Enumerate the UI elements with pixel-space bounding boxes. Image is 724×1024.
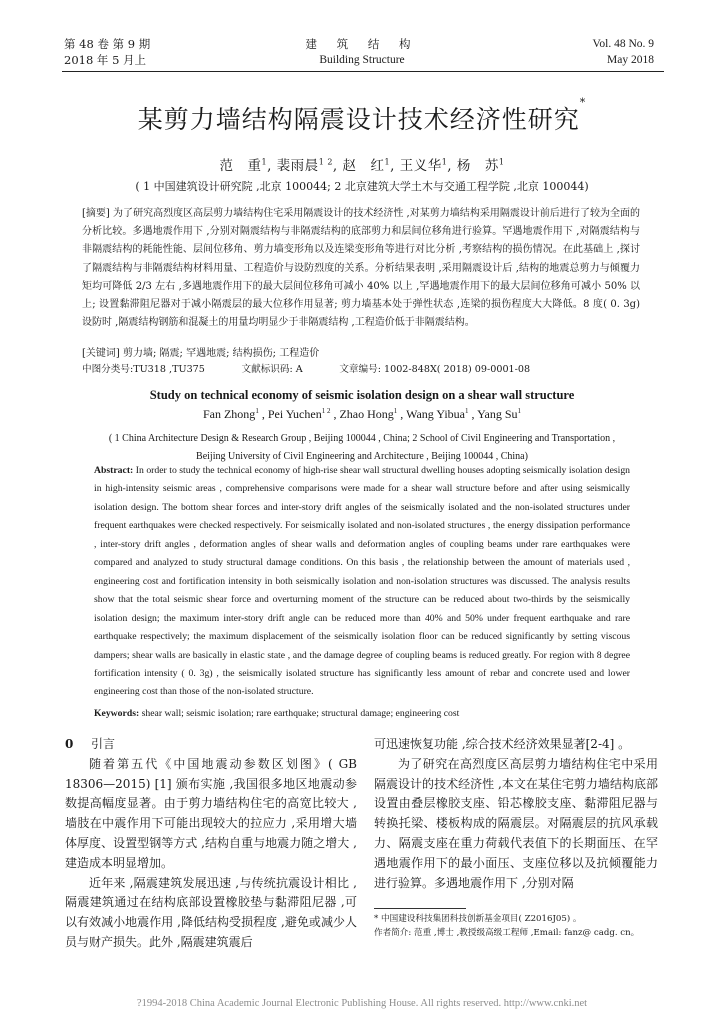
author-zh: 王义华$^1$, <box>399 157 453 174</box>
body-paragraph: 随着第五代《中国地震动参数区划图》( GB 18306—2015) [1] 颁布实施 ,我国很多地区地震动参数提高幅度显著。由于剪力墙结构住宅的高宽比较大 ,墙肢在中震作用下可能出现较大的拉应力 ,采用增大墙体厚度、设置型钢等方式 ,结构自重与地震力随之增大 ,建造成本明显增加。 <box>65 756 357 870</box>
body-paragraph: 可迅速恢复功能 ,综合技术经济效果显著[2-4] 。 <box>374 737 631 751</box>
footnote-author: 作者简介: 范重 ,博士 ,教授级高级工程师 ,Email: fanz@ cadg. cn。 <box>374 928 640 938</box>
keywords-en-text: shear wall; seismic isolation; rare earthquake; structural damage; engineering cost <box>141 708 460 719</box>
abstract-en-label: Abstract: <box>94 465 134 476</box>
paper-title <box>0 96 724 136</box>
affiliation-zh: ( 1 中国建筑设计研究院 ,北京 100044; 2 北京建筑大学土木与交通工程学院 ,北京 100044) <box>135 180 589 193</box>
header-rule <box>62 71 664 72</box>
keywords-en <box>94 706 630 722</box>
body-right-column <box>374 735 658 893</box>
abstract-zh-text: 为了研究高烈度区高层剪力墙结构住宅采用隔震设计的技术经济性 ,对某剪力墙结构采用隔震设计前后进行了较为全面的分析比较。多遇地震作用下 ,分别对隔震结构与非隔震结构的底部剪力和层间位移角进行验算。罕遇地震作用下 ,对隔震结构与非隔震结构的耗能性能、层间位移角、剪力墙变形角以及连梁变形角等进行对比分析 ,考察结构的损伤情况。在此基础上 ,探讨了隔震结构与非隔震结构材料用量、工程造价与设防烈度的关系。分析结果表明 ,采用隔震设计后 ,结构的地震总剪力与倾覆力矩均可降低 2/3 左右 ,多遇地震作用下的最大层间位移角可减小 40% 以上 ,罕遇地震作用下的最大层间位移角可减小 50% 以上; 设置黏滞阻尼器对于减小隔震层的最大位移作用显著; 剪力墙基本处于弹性状态 ,连梁的损伤程度大大降低。8 度( 0. 3g) 设防时 ,隔震结构钢筋和混凝土的用量均明显少于非隔震结构 ,工程造价低于非隔震结构。 <box>82 208 640 329</box>
section-heading: 0 引言 <box>65 737 116 751</box>
keywords-en-label: Keywords: <box>94 708 140 719</box>
body-paragraph: 为了研究在高烈度区高层剪力墙结构住宅中采用隔震设计的技术经济性 ,本文在某住宅剪力墙结构底部设置由叠层橡胶支座、铅芯橡胶支座、黏滞阻尼器与转换托梁、楼板构成的隔震层。对隔震层的抗风承载力、隔震支座在重力荷载代表值下的长期面压、在罕遇地震作用下的最小面压、支座位移以及抗倾覆能力进行验算。多遇地震作用下 ,分别对隔 <box>374 756 658 890</box>
header-right <box>593 36 654 68</box>
date-zh: 2018 年 5 月上 <box>64 53 147 67</box>
volume-zh: 第 48 卷 第 9 期 <box>64 37 151 51</box>
body-paragraph: 近年来 ,隔震建筑发展迅速 ,与传统抗震设计相比 ,隔震建筑通过在结构底部设置橡胶垫与黏滞阻尼器 ,可以有效减小地震作用 ,降低结构受损程度 ,避免或减少人员与财产损失。此外 ,隔震建筑震后 <box>65 875 357 949</box>
author-zh: 范 重$^1$, <box>219 157 272 174</box>
abstract-en-text: In order to study the technical economy of high-rise shear wall structural dwelling houses adopting seismically isolation design in high-intensity seismic areas , comprehensive comparisons were made for a shear wall structure before and after using seismically isolation design. The bottom shear forces and inter-story drift angles of the seismically isolated and the non-isolated structures under frequent earthquakes were checked respectively. For seismically isolated and non-isolated structures , the energy dissipation performance , inter-story drift angles , deformation angles of shear walls and deformation angles of coupling beams under rare earthquakes were compared and analyzed to study structural damage conditions. On this basis , the relationship between the amount of materials used , engineering cost and fortification intensity in both seismically isolation and non-isolation structures was discussed. The analysis results show that the total seismic shear force and overturning moment of the structure can be reduced about two-thirds by the seismically isolation design; the maximum inter-story drift angle can be reduced more than 40% and 50% under frequent earthquake and rare earthquake respectively; the maximum displacement of the seismically isolation floor can be reduced significantly by setting viscous dampers; shear walls are basically in elastic state , and the damage degree of coupling beams is reduced greatly. For region with 8 degree fortification intensity ( 0. 3g) , the seismically isolated structure has significantly less amount of rebar and concrete used and lower engineering cost than those of the non-isolated structure. <box>94 465 631 698</box>
abstract-zh-label: [摘要] <box>82 208 110 219</box>
body-left-column <box>65 735 357 953</box>
authors-en: Fan Zhong$^1$ , Pei Yuchen$^{1 2}$ , Zhao Hong$^1$ , Wang Yibua$^1$ , Yang Su$^1$ <box>202 407 522 421</box>
title-text: 某剪力墙结构隔震设计技术经济性研究 <box>137 105 580 134</box>
journal-en: Building Structure <box>319 54 405 66</box>
footnote <box>374 912 658 940</box>
keywords-zh-text: 剪力墙; 隔震; 罕遇地震; 结构损伤; 工程造价 <box>123 348 320 359</box>
title-footnote-mark: * <box>579 96 587 109</box>
keywords-zh <box>82 346 640 362</box>
date-en: May 2018 <box>607 54 654 66</box>
abstract-en <box>94 462 630 702</box>
authors-zh <box>0 154 724 174</box>
author-zh: 杨 苏$^1$ <box>456 157 505 174</box>
author-zh: 赵 红$^1$, <box>342 157 395 174</box>
footnote-fund: * 中国建设科技集团科技创新基金项目( Z2016J05) 。 <box>374 914 582 924</box>
copyright-line: ?1994-2018 China Academic Journal Electronic Publishing House. All rights reserved. http://www.cnki.net <box>136 998 588 1009</box>
journal-zh: 建 筑 结 构 <box>305 37 419 51</box>
keywords-zh-label: [关键词] <box>82 348 120 359</box>
title-en: Study on technical economy of seismic isolation design on a shear wall structure <box>149 388 575 402</box>
footnote-rule <box>374 908 466 909</box>
affiliation-en: ( 1 China Architecture Design & Research Group , Beijing 100044 , China; 2 School of Civil Engineering and Transportation , Beijing University of Civil Engineering and Architecture , Beijing 100044 , China) <box>108 433 616 462</box>
classification-zh: 中图分类号:TU318 ,TU375 文献标识码: A 文章编号: 1002-848X( 2018) 09-0001-08 <box>82 364 531 375</box>
author-zh: 裴雨晨$^{1 2}$, <box>276 157 338 174</box>
abstract-zh <box>82 205 640 332</box>
volume-en: Vol. 48 No. 9 <box>592 38 654 50</box>
